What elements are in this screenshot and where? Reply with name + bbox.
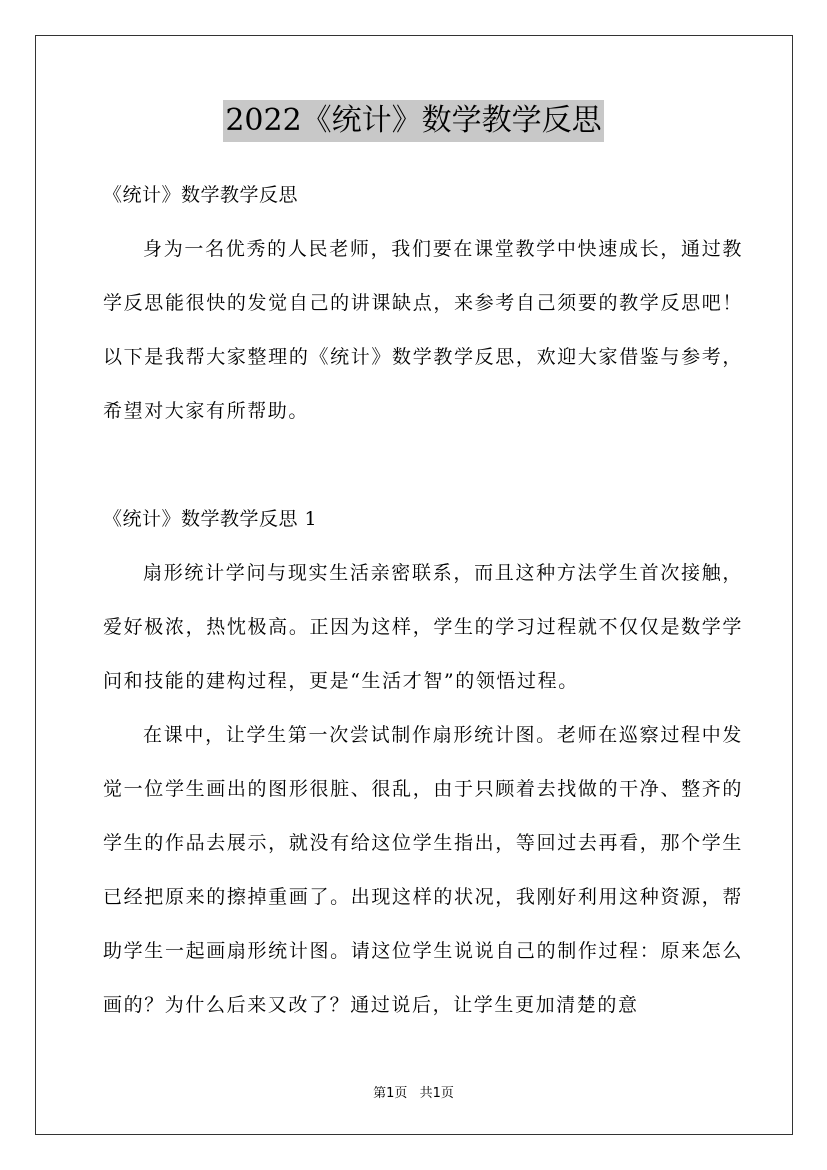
- page-footer: [0, 1082, 827, 1101]
- section-1-paragraph-1: 扇形统计学问与现实生活亲密联系，而且这种方法学生首次接触，爱好极浓，热忱极高。正因为这样，学生的学习过程就不仅仅是数学学问和技能的建构过程，更是“生活才智”的领悟过程。: [103, 562, 743, 692]
- section-1-paragraph-2: 在课中，让学生第一次尝试制作扇形统计图。老师在巡察过程中发觉一位学生画出的图形很脏、很乱，由于只顾着去找做的干净、整齐的学生的作品去展示，就没有给这位学生指出，等回过去再看，那个学生已经把原来的擦掉重画了。出现这样的状况，我刚好利用这种资源，帮助学生一起画扇形统计图。请这位学生说说自己的制作过程：原来怎么画的？为什么后来又改了？通过说后，让学生更加清楚的意: [103, 724, 743, 1016]
- title-area: [0, 100, 827, 142]
- section-1-heading: 《统计》数学教学反思 1: [103, 508, 318, 530]
- document-body: [103, 168, 743, 1032]
- document-title: 2022《统计》数学教学反思: [223, 100, 603, 142]
- page-total: 共1页: [419, 1086, 454, 1101]
- page-number: 第1页: [373, 1086, 408, 1101]
- intro-heading: 《统计》数学教学反思: [103, 184, 299, 206]
- intro-paragraph: 身为一名优秀的人民老师，我们要在课堂教学中快速成长，通过教学反思能很快的发觉自己的讲课缺点，来参考自己须要的教学反思吧！以下是我帮大家整理的《统计》数学教学反思，欢迎大家借鉴与参考，希望对大家有所帮助。: [103, 238, 743, 422]
- paragraph-spacer: [103, 438, 743, 492]
